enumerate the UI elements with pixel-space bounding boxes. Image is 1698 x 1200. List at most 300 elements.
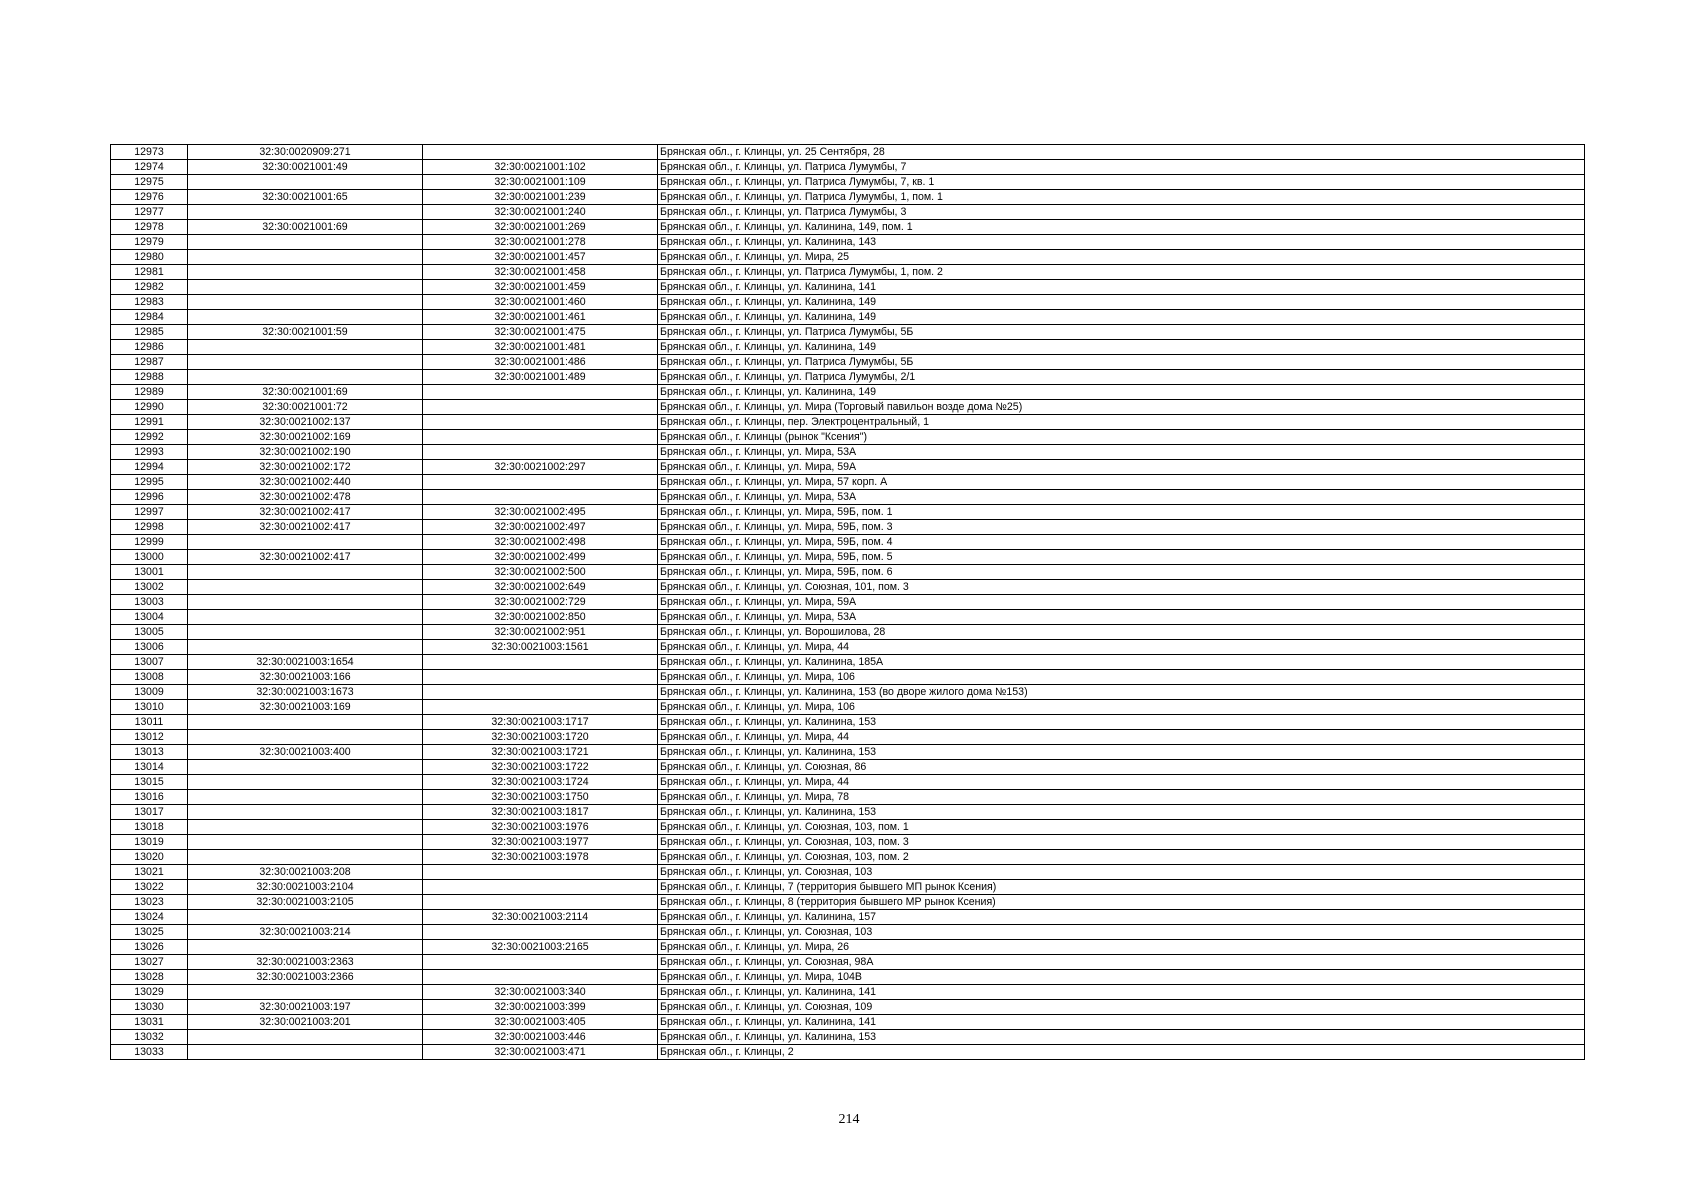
table-row (111, 700, 1585, 715)
table-row (111, 580, 1585, 595)
table-row (111, 325, 1585, 340)
cadastral-number-land-cell (188, 1045, 423, 1060)
cadastral-number-object-cell: 32:30:0021003:1561 (423, 640, 658, 655)
cadastral-number-land-cell (188, 250, 423, 265)
table-row (111, 775, 1585, 790)
table-row (111, 280, 1585, 295)
address-cell: Брянская обл., г. Клинцы, ул. Мира, 59Б, пом. 4 (658, 535, 1585, 550)
cadastral-number-object-cell: 32:30:0021003:405 (423, 1015, 658, 1030)
table-row (111, 1030, 1585, 1045)
address-cell: Брянская обл., г. Клинцы, ул. Калинина, 153 (658, 1030, 1585, 1045)
cadastral-number-object-cell: 32:30:0021001:239 (423, 190, 658, 205)
cadastral-number-land-cell: 32:30:0021003:2104 (188, 880, 423, 895)
table-row (111, 985, 1585, 1000)
cadastral-number-object-cell (423, 145, 658, 160)
cadastral-number-object-cell (423, 895, 658, 910)
table-row (111, 625, 1585, 640)
row-number-cell: 12983 (111, 295, 188, 310)
row-number-cell: 12993 (111, 445, 188, 460)
cadastral-number-land-cell (188, 355, 423, 370)
cadastral-number-land-cell: 32:30:0020909:271 (188, 145, 423, 160)
row-number-cell: 12987 (111, 355, 188, 370)
address-cell: Брянская обл., г. Клинцы, ул. Мира, 59Б, пом. 6 (658, 565, 1585, 580)
cadastral-number-object-cell: 32:30:0021003:399 (423, 1000, 658, 1015)
cadastral-number-object-cell (423, 385, 658, 400)
row-number-cell: 13017 (111, 805, 188, 820)
address-cell: Брянская обл., г. Клинцы, 7 (территория бывшего МП рынок Ксения) (658, 880, 1585, 895)
row-number-cell: 13024 (111, 910, 188, 925)
cadastral-number-land-cell: 32:30:0021003:2363 (188, 955, 423, 970)
row-number-cell: 13004 (111, 610, 188, 625)
address-cell: Брянская обл., г. Клинцы, ул. Калинина, 149 (658, 310, 1585, 325)
row-number-cell: 13014 (111, 760, 188, 775)
table-row (111, 640, 1585, 655)
address-cell: Брянская обл., г. Клинцы, ул. Патриса Лумумбы, 1, пом. 2 (658, 265, 1585, 280)
address-cell: Брянская обл., г. Клинцы, ул. Калинина, 149 (658, 385, 1585, 400)
address-cell: Брянская обл., г. Клинцы, ул. Мира, 44 (658, 775, 1585, 790)
address-cell: Брянская обл., г. Клинцы, ул. Союзная, 103 (658, 925, 1585, 940)
cadastral-number-land-cell (188, 535, 423, 550)
table-row (111, 610, 1585, 625)
cadastral-number-object-cell: 32:30:0021001:459 (423, 280, 658, 295)
cadastral-number-object-cell: 32:30:0021003:340 (423, 985, 658, 1000)
cadastral-number-object-cell: 32:30:0021003:1722 (423, 760, 658, 775)
row-number-cell: 12985 (111, 325, 188, 340)
table-row (111, 220, 1585, 235)
table-row (111, 730, 1585, 745)
address-cell: Брянская обл., г. Клинцы, ул. Союзная, 103, пом. 1 (658, 820, 1585, 835)
address-cell: Брянская обл., г. Клинцы, ул. Калинина, 153 (658, 805, 1585, 820)
address-cell: Брянская обл., г. Клинцы, ул. Союзная, 109 (658, 1000, 1585, 1015)
row-number-cell: 12986 (111, 340, 188, 355)
cadastral-number-object-cell: 32:30:0021003:1977 (423, 835, 658, 850)
table-row (111, 880, 1585, 895)
address-cell: Брянская обл., г. Клинцы, ул. Мира, 53А (658, 490, 1585, 505)
table-row (111, 445, 1585, 460)
row-number-cell: 13001 (111, 565, 188, 580)
cadastral-number-land-cell (188, 565, 423, 580)
cadastral-number-object-cell: 32:30:0021003:1721 (423, 745, 658, 760)
cadastral-number-object-cell: 32:30:0021001:458 (423, 265, 658, 280)
cadastral-number-object-cell: 32:30:0021002:498 (423, 535, 658, 550)
table-row (111, 250, 1585, 265)
cadastral-number-object-cell: 32:30:0021003:446 (423, 1030, 658, 1045)
row-number-cell: 12978 (111, 220, 188, 235)
address-cell: Брянская обл., г. Клинцы, ул. Мира, 57 корп. А (658, 475, 1585, 490)
row-number-cell: 12989 (111, 385, 188, 400)
address-cell: Брянская обл., г. Клинцы, ул. Союзная, 101, пом. 3 (658, 580, 1585, 595)
table-row (111, 595, 1585, 610)
address-cell: Брянская обл., г. Клинцы, ул. Калинина, 149, пом. 1 (658, 220, 1585, 235)
cadastral-number-land-cell: 32:30:0021002:137 (188, 415, 423, 430)
row-number-cell: 12990 (111, 400, 188, 415)
table-row (111, 205, 1585, 220)
table-row (111, 745, 1585, 760)
table-row (111, 550, 1585, 565)
cadastral-number-object-cell: 32:30:0021001:109 (423, 175, 658, 190)
table-row (111, 535, 1585, 550)
address-cell: Брянская обл., г. Клинцы, ул. Мира, 104В (658, 970, 1585, 985)
cadastral-number-land-cell: 32:30:0021001:72 (188, 400, 423, 415)
cadastral-number-object-cell (423, 445, 658, 460)
cadastral-number-land-cell (188, 340, 423, 355)
cadastral-number-land-cell (188, 775, 423, 790)
cadastral-number-land-cell: 32:30:0021003:201 (188, 1015, 423, 1030)
address-cell: Брянская обл., г. Клинцы, ул. Калинина, 149 (658, 295, 1585, 310)
cadastral-number-land-cell: 32:30:0021003:197 (188, 1000, 423, 1015)
cadastral-number-object-cell: 32:30:0021002:500 (423, 565, 658, 580)
address-cell: Брянская обл., г. Клинцы, ул. Калинина, 153 (658, 715, 1585, 730)
cadastral-number-object-cell: 32:30:0021001:486 (423, 355, 658, 370)
cadastral-number-land-cell: 32:30:0021001:65 (188, 190, 423, 205)
cadastral-number-land-cell: 32:30:0021003:208 (188, 865, 423, 880)
cadastral-number-object-cell: 32:30:0021002:497 (423, 520, 658, 535)
table-row (111, 355, 1585, 370)
cadastral-number-object-cell (423, 925, 658, 940)
cadastral-number-object-cell (423, 430, 658, 445)
table-row (111, 265, 1585, 280)
row-number-cell: 13029 (111, 985, 188, 1000)
cadastral-number-land-cell (188, 235, 423, 250)
row-number-cell: 12991 (111, 415, 188, 430)
cadastral-number-land-cell: 32:30:0021001:59 (188, 325, 423, 340)
cadastral-number-object-cell (423, 880, 658, 895)
row-number-cell: 13033 (111, 1045, 188, 1060)
cadastral-number-land-cell: 32:30:0021003:166 (188, 670, 423, 685)
row-number-cell: 13023 (111, 895, 188, 910)
address-cell: Брянская обл., г. Клинцы, ул. Мира, 44 (658, 640, 1585, 655)
address-cell: Брянская обл., г. Клинцы, ул. Мира, 25 (658, 250, 1585, 265)
cadastral-number-land-cell (188, 175, 423, 190)
table-row (111, 805, 1585, 820)
table-row (111, 310, 1585, 325)
row-number-cell: 13013 (111, 745, 188, 760)
table-row (111, 790, 1585, 805)
address-cell: Брянская обл., г. Клинцы, ул. Патриса Лумумбы, 5Б (658, 355, 1585, 370)
row-number-cell: 13016 (111, 790, 188, 805)
cadastral-number-land-cell (188, 280, 423, 295)
cadastral-number-land-cell (188, 760, 423, 775)
cadastral-number-object-cell (423, 685, 658, 700)
cadastral-number-object-cell: 32:30:0021001:489 (423, 370, 658, 385)
row-number-cell: 12979 (111, 235, 188, 250)
cadastral-number-object-cell: 32:30:0021001:481 (423, 340, 658, 355)
table-row (111, 670, 1585, 685)
address-cell: Брянская обл., г. Клинцы, ул. Патриса Лумумбы, 7, кв. 1 (658, 175, 1585, 190)
cadastral-number-land-cell (188, 595, 423, 610)
row-number-cell: 13031 (111, 1015, 188, 1030)
table-row (111, 490, 1585, 505)
table-row (111, 865, 1585, 880)
row-number-cell: 13005 (111, 625, 188, 640)
address-cell: Брянская обл., г. Клинцы, ул. Калинина, 143 (658, 235, 1585, 250)
address-cell: Брянская обл., г. Клинцы, ул. Мира, 106 (658, 700, 1585, 715)
row-number-cell: 12998 (111, 520, 188, 535)
cadastral-number-land-cell: 32:30:0021001:69 (188, 220, 423, 235)
cadastral-number-land-cell: 32:30:0021003:1673 (188, 685, 423, 700)
table-row (111, 760, 1585, 775)
address-cell: Брянская обл., г. Клинцы, ул. Калинина, 149 (658, 340, 1585, 355)
row-number-cell: 12973 (111, 145, 188, 160)
cadastral-number-object-cell: 32:30:0021003:1724 (423, 775, 658, 790)
row-number-cell: 12992 (111, 430, 188, 445)
row-number-cell: 12981 (111, 265, 188, 280)
cadastral-number-object-cell: 32:30:0021002:850 (423, 610, 658, 625)
row-number-cell: 12976 (111, 190, 188, 205)
row-number-cell: 13015 (111, 775, 188, 790)
row-number-cell: 12982 (111, 280, 188, 295)
cadastral-number-land-cell: 32:30:0021003:169 (188, 700, 423, 715)
address-cell: Брянская обл., г. Клинцы, ул. Патриса Лумумбы, 5Б (658, 325, 1585, 340)
cadastral-number-land-cell (188, 835, 423, 850)
cadastral-number-object-cell: 32:30:0021001:102 (423, 160, 658, 175)
cadastral-number-object-cell (423, 415, 658, 430)
address-cell: Брянская обл., г. Клинцы, ул. 25 Сентября, 28 (658, 145, 1585, 160)
address-cell: Брянская обл., г. Клинцы, ул. Мира, 59Б, пом. 3 (658, 520, 1585, 535)
cadastral-number-land-cell (188, 715, 423, 730)
table-row (111, 505, 1585, 520)
cadastral-number-object-cell: 32:30:0021001:460 (423, 295, 658, 310)
cadastral-number-object-cell: 32:30:0021001:457 (423, 250, 658, 265)
cadastral-number-object-cell (423, 400, 658, 415)
address-cell: Брянская обл., г. Клинцы, ул. Патриса Лумумбы, 1, пом. 1 (658, 190, 1585, 205)
table-row (111, 520, 1585, 535)
row-number-cell: 12984 (111, 310, 188, 325)
cadastral-number-land-cell (188, 820, 423, 835)
address-cell: Брянская обл., г. Клинцы, ул. Союзная, 103 (658, 865, 1585, 880)
cadastral-number-land-cell: 32:30:0021003:2105 (188, 895, 423, 910)
cadastral-number-object-cell (423, 970, 658, 985)
registry-table-body (111, 145, 1585, 1060)
table-row (111, 160, 1585, 175)
cadastral-number-land-cell (188, 625, 423, 640)
cadastral-number-land-cell: 32:30:0021002:172 (188, 460, 423, 475)
table-row (111, 430, 1585, 445)
table-row (111, 295, 1585, 310)
cadastral-number-land-cell: 32:30:0021002:478 (188, 490, 423, 505)
table-row (111, 835, 1585, 850)
cadastral-number-object-cell (423, 655, 658, 670)
table-row (111, 940, 1585, 955)
row-number-cell: 12980 (111, 250, 188, 265)
table-row (111, 970, 1585, 985)
row-number-cell: 12975 (111, 175, 188, 190)
address-cell: Брянская обл., г. Клинцы, ул. Мира, 59А (658, 460, 1585, 475)
cadastral-number-object-cell (423, 490, 658, 505)
row-number-cell: 13007 (111, 655, 188, 670)
row-number-cell: 13021 (111, 865, 188, 880)
table-row (111, 385, 1585, 400)
address-cell: Брянская обл., г. Клинцы, ул. Калинина, 185А (658, 655, 1585, 670)
table-row (111, 400, 1585, 415)
cadastral-number-object-cell: 32:30:0021002:951 (423, 625, 658, 640)
row-number-cell: 13003 (111, 595, 188, 610)
cadastral-number-land-cell: 32:30:0021001:69 (188, 385, 423, 400)
cadastral-number-object-cell: 32:30:0021001:278 (423, 235, 658, 250)
cadastral-number-object-cell: 32:30:0021003:1976 (423, 820, 658, 835)
address-cell: Брянская обл., г. Клинцы, ул. Мира, 26 (658, 940, 1585, 955)
row-number-cell: 13010 (111, 700, 188, 715)
cadastral-number-land-cell (188, 640, 423, 655)
cadastral-number-land-cell: 32:30:0021002:417 (188, 505, 423, 520)
row-number-cell: 13011 (111, 715, 188, 730)
cadastral-number-land-cell (188, 295, 423, 310)
table-row (111, 655, 1585, 670)
row-number-cell: 13028 (111, 970, 188, 985)
table-row (111, 1000, 1585, 1015)
address-cell: Брянская обл., г. Клинцы, ул. Мира, 106 (658, 670, 1585, 685)
cadastral-number-land-cell (188, 850, 423, 865)
cadastral-number-land-cell (188, 1030, 423, 1045)
address-cell: Брянская обл., г. Клинцы, ул. Патриса Лумумбы, 7 (658, 160, 1585, 175)
cadastral-number-land-cell (188, 910, 423, 925)
row-number-cell: 13030 (111, 1000, 188, 1015)
cadastral-number-land-cell (188, 985, 423, 1000)
cadastral-number-land-cell: 32:30:0021002:169 (188, 430, 423, 445)
cadastral-number-land-cell: 32:30:0021003:2366 (188, 970, 423, 985)
cadastral-number-object-cell: 32:30:0021003:1817 (423, 805, 658, 820)
table-row (111, 145, 1585, 160)
row-number-cell: 13006 (111, 640, 188, 655)
address-cell: Брянская обл., г. Клинцы, ул. Мира, 59Б, пом. 5 (658, 550, 1585, 565)
address-cell: Брянская обл., г. Клинцы, ул. Мира, 53А (658, 445, 1585, 460)
cadastral-number-object-cell: 32:30:0021003:2165 (423, 940, 658, 955)
table-row (111, 685, 1585, 700)
cadastral-number-land-cell (188, 805, 423, 820)
address-cell: Брянская обл., г. Клинцы, ул. Мира, 78 (658, 790, 1585, 805)
address-cell: Брянская обл., г. Клинцы, 8 (территория бывшего МР рынок Ксения) (658, 895, 1585, 910)
row-number-cell: 13018 (111, 820, 188, 835)
row-number-cell: 12995 (111, 475, 188, 490)
cadastral-number-land-cell: 32:30:0021003:1654 (188, 655, 423, 670)
row-number-cell: 13002 (111, 580, 188, 595)
address-cell: Брянская обл., г. Клинцы, ул. Союзная, 103, пом. 2 (658, 850, 1585, 865)
cadastral-number-land-cell: 32:30:0021001:49 (188, 160, 423, 175)
cadastral-number-object-cell: 32:30:0021001:240 (423, 205, 658, 220)
address-cell: Брянская обл., г. Клинцы, ул. Патриса Лумумбы, 2/1 (658, 370, 1585, 385)
cadastral-number-land-cell (188, 940, 423, 955)
cadastral-number-land-cell (188, 730, 423, 745)
row-number-cell: 13022 (111, 880, 188, 895)
cadastral-number-object-cell: 32:30:0021001:475 (423, 325, 658, 340)
table-row (111, 190, 1585, 205)
cadastral-number-land-cell (188, 580, 423, 595)
cadastral-number-object-cell: 32:30:0021002:297 (423, 460, 658, 475)
table-row (111, 910, 1585, 925)
cadastral-number-object-cell: 32:30:0021002:499 (423, 550, 658, 565)
cadastral-number-land-cell (188, 310, 423, 325)
table-row (111, 955, 1585, 970)
table-row (111, 415, 1585, 430)
cadastral-number-land-cell: 32:30:0021003:400 (188, 745, 423, 760)
cadastral-number-object-cell: 32:30:0021003:1720 (423, 730, 658, 745)
row-number-cell: 12988 (111, 370, 188, 385)
page-number: 214 (838, 1112, 860, 1127)
address-cell: Брянская обл., г. Клинцы (рынок "Ксения") (658, 430, 1585, 445)
row-number-cell: 12994 (111, 460, 188, 475)
row-number-cell: 13027 (111, 955, 188, 970)
address-cell: Брянская обл., г. Клинцы, ул. Мира (Торговый павильон возде дома №25) (658, 400, 1585, 415)
address-cell: Брянская обл., г. Клинцы, пер. Электроцентральный, 1 (658, 415, 1585, 430)
cadastral-number-object-cell (423, 955, 658, 970)
cadastral-number-land-cell (188, 370, 423, 385)
address-cell: Брянская обл., г. Клинцы, ул. Калинина, 141 (658, 280, 1585, 295)
table-row (111, 895, 1585, 910)
cadastral-number-land-cell: 32:30:0021002:417 (188, 550, 423, 565)
row-number-cell: 12999 (111, 535, 188, 550)
address-cell: Брянская обл., г. Клинцы, ул. Калинина, 141 (658, 985, 1585, 1000)
address-cell: Брянская обл., г. Клинцы, ул. Калинина, 153 (658, 745, 1585, 760)
row-number-cell: 12996 (111, 490, 188, 505)
row-number-cell: 13026 (111, 940, 188, 955)
row-number-cell: 13008 (111, 670, 188, 685)
cadastral-number-object-cell (423, 475, 658, 490)
address-cell: Брянская обл., г. Клинцы, 2 (658, 1045, 1585, 1060)
cadastral-number-land-cell: 32:30:0021002:190 (188, 445, 423, 460)
cadastral-number-object-cell (423, 700, 658, 715)
address-cell: Брянская обл., г. Клинцы, ул. Патриса Лумумбы, 3 (658, 205, 1585, 220)
row-number-cell: 12974 (111, 160, 188, 175)
address-cell: Брянская обл., г. Клинцы, ул. Союзная, 103, пом. 3 (658, 835, 1585, 850)
row-number-cell: 12997 (111, 505, 188, 520)
table-row (111, 715, 1585, 730)
address-cell: Брянская обл., г. Клинцы, ул. Мира, 59Б, пом. 1 (658, 505, 1585, 520)
row-number-cell: 13000 (111, 550, 188, 565)
address-cell: Брянская обл., г. Клинцы, ул. Калинина, 157 (658, 910, 1585, 925)
row-number-cell: 12977 (111, 205, 188, 220)
address-cell: Брянская обл., г. Клинцы, ул. Мира, 53А (658, 610, 1585, 625)
cadastral-number-land-cell (188, 790, 423, 805)
cadastral-number-object-cell: 32:30:0021001:461 (423, 310, 658, 325)
address-cell: Брянская обл., г. Клинцы, ул. Мира, 59А (658, 595, 1585, 610)
table-row (111, 235, 1585, 250)
table-row (111, 340, 1585, 355)
address-cell: Брянская обл., г. Клинцы, ул. Мира, 44 (658, 730, 1585, 745)
table-row (111, 850, 1585, 865)
cadastral-number-object-cell: 32:30:0021003:471 (423, 1045, 658, 1060)
table-row (111, 565, 1585, 580)
row-number-cell: 13012 (111, 730, 188, 745)
address-cell: Брянская обл., г. Клинцы, ул. Ворошилова, 28 (658, 625, 1585, 640)
table-row (111, 370, 1585, 385)
cadastral-number-object-cell (423, 670, 658, 685)
table-row (111, 460, 1585, 475)
cadastral-number-object-cell: 32:30:0021003:1978 (423, 850, 658, 865)
address-cell: Брянская обл., г. Клинцы, ул. Калинина, 141 (658, 1015, 1585, 1030)
registry-table (110, 144, 1585, 1060)
address-cell: Брянская обл., г. Клинцы, ул. Калинина, 153 (во дворе жилого дома №153) (658, 685, 1585, 700)
row-number-cell: 13025 (111, 925, 188, 940)
cadastral-number-object-cell: 32:30:0021002:649 (423, 580, 658, 595)
table-row (111, 820, 1585, 835)
cadastral-number-land-cell: 32:30:0021002:440 (188, 475, 423, 490)
row-number-cell: 13020 (111, 850, 188, 865)
table-row (111, 1015, 1585, 1030)
cadastral-number-object-cell: 32:30:0021003:2114 (423, 910, 658, 925)
table-row (111, 475, 1585, 490)
address-cell: Брянская обл., г. Клинцы, ул. Союзная, 98А (658, 955, 1585, 970)
row-number-cell: 13032 (111, 1030, 188, 1045)
cadastral-number-object-cell: 32:30:0021001:269 (423, 220, 658, 235)
cadastral-number-land-cell (188, 265, 423, 280)
cadastral-number-land-cell (188, 205, 423, 220)
cadastral-number-object-cell (423, 865, 658, 880)
cadastral-number-object-cell: 32:30:0021003:1717 (423, 715, 658, 730)
row-number-cell: 13019 (111, 835, 188, 850)
cadastral-number-land-cell (188, 610, 423, 625)
cadastral-number-object-cell: 32:30:0021002:495 (423, 505, 658, 520)
cadastral-number-object-cell: 32:30:0021003:1750 (423, 790, 658, 805)
